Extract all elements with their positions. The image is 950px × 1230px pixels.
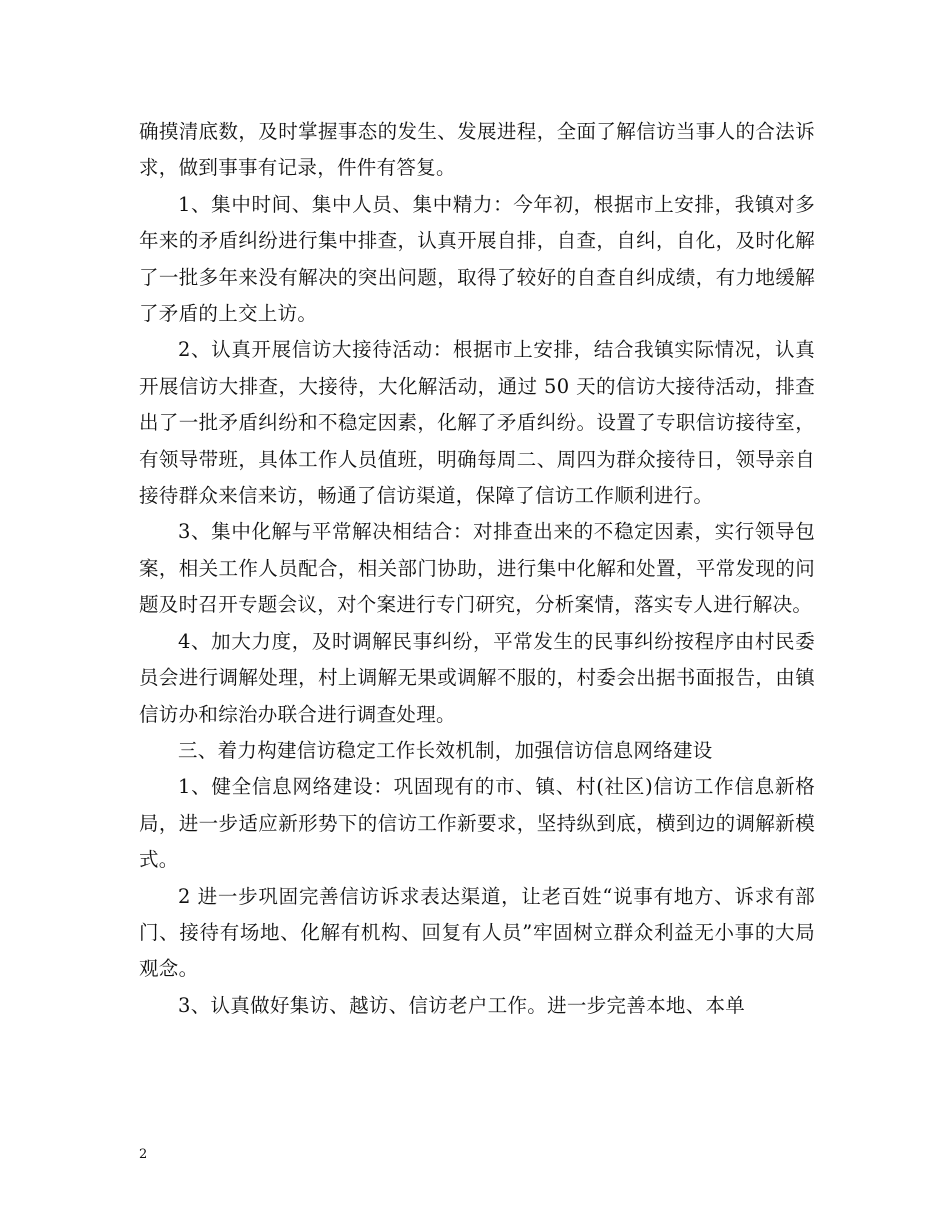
paragraph-4: 4、加大力度，及时调解民事纠纷，平常发生的民事纠纷按程序由村民委员会进行调解处理，村上调解无果或调解不服的，村委会出据书面报告，由镇信访办和综治办联合进行调查处理。 — [139, 629, 815, 726]
paragraph-1: 1、集中时间、集中人员、集中精力：今年初，根据市上安排，我镇对多年来的矛盾纠纷进行集中排查，认真开展自排，自查，自纠，自化，及时化解了一批多年来没有解决的突出问题，取得了较好的自查自纠成绩，有力地缓解了矛盾的上交上访。 — [139, 192, 815, 326]
section-heading: 三、着力构建信访稳定工作长效机制，加强信访信息网络建设 — [178, 738, 713, 762]
document-body — [139, 114, 815, 1024]
paragraph-8: 3、认真做好集访、越访、信访老户工作。进一步完善本地、本单 — [178, 993, 746, 1017]
paragraph-6: 1、健全信息网络建设：巩固现有的市、镇、村(社区)信访工作信息新格局，进一步适应新形势下的信访工作新要求，坚持纵到底，横到边的调解新模式。 — [139, 775, 815, 872]
page-number: 2 — [139, 1147, 148, 1162]
paragraph-0: 确摸清底数，及时掌握事态的发生、发展进程，全面了解信访当事人的合法诉求，做到事事有记录，件件有答复。 — [139, 120, 815, 180]
paragraph-2: 2、认真开展信访大接待活动：根据市上安排，结合我镇实际情况，认真开展信访大排查，大接待，大化解活动，通过 50 天的信访大接待活动，排查出了一批矛盾纠纷和不稳定因素，化解了矛盾纠纷。设置了专职信访接待室，有领导带班，具体工作人员值班，明确每周二、周四为群众接待日，领导亲自接待群众来信来访，畅通了信访渠道，保障了信访工作顺利进行。 — [139, 338, 815, 508]
paragraph-7: 2 进一步巩固完善信访诉求表达渠道，让老百姓“说事有地方、诉求有部门、接待有场地、化解有机构、回复有人员”牢固树立群众利益无小事的大局观念。 — [139, 884, 815, 981]
paragraph-3: 3、集中化解与平常解决相结合：对排查出来的不稳定因素，实行领导包案，相关工作人员配合，相关部门协助，进行集中化解和处置，平常发现的问题及时召开专题会议，对个案进行专门研究，分析案情，落实专人进行解决。 — [139, 520, 815, 617]
